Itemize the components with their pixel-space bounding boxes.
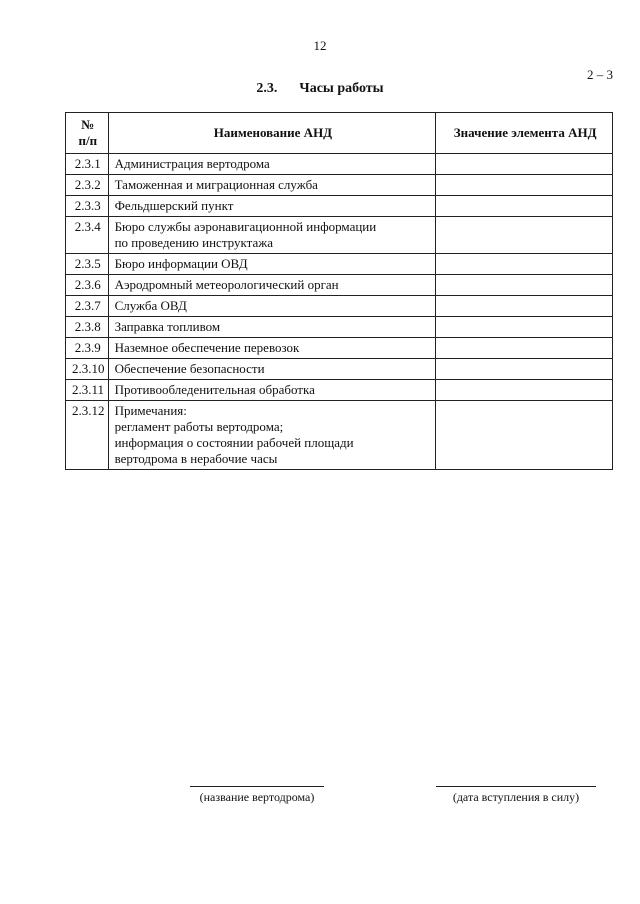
row-number: 2.3.5 [66,254,109,275]
table-row [66,175,613,196]
table-row [66,359,613,380]
row-value[interactable] [436,275,613,296]
table-row [66,217,613,254]
table-row [66,401,613,470]
header-num: № п/п [66,113,109,154]
row-value[interactable] [436,401,613,470]
row-name: Бюро информации ОВД [108,254,436,275]
row-number: 2.3.12 [66,401,109,470]
hours-table [65,112,613,470]
row-name: Противообледенительная обработка [108,380,436,401]
row-value[interactable] [436,380,613,401]
row-name: Заправка топливом [108,317,436,338]
row-value[interactable] [436,296,613,317]
table-row [66,196,613,217]
row-number: 2.3.11 [66,380,109,401]
table-row [66,317,613,338]
row-number: 2.3.4 [66,217,109,254]
section-title [0,81,640,97]
row-name: Таможенная и миграционная служба [108,175,436,196]
page-code: 2 – 3 [587,67,613,82]
row-name: Бюро службы аэронавигационной информации по проведению инструктажа [108,217,436,254]
table-row [66,275,613,296]
heliport-name-field [190,786,324,805]
row-name: Обеспечение безопасности [108,359,436,380]
row-number: 2.3.9 [66,338,109,359]
row-value[interactable] [436,359,613,380]
row-name: Примечания: регламент работы вертодрома; информация о состоянии рабочей площади вертодрома в нерабочие часы [108,401,436,470]
row-number: 2.3.1 [66,154,109,175]
header-name: Наименование АНД [108,113,436,154]
table-row [66,380,613,401]
row-name: Наземное обеспечение перевозок [108,338,436,359]
table-row [66,154,613,175]
header-value: Значение элемента АНД [436,113,613,154]
row-number: 2.3.8 [66,317,109,338]
row-value[interactable] [436,254,613,275]
table-header-row [66,113,613,154]
table-row [66,338,613,359]
effective-date-label: (дата вступления в силу) [452,790,580,804]
row-number: 2.3.3 [66,196,109,217]
row-number: 2.3.2 [66,175,109,196]
row-name: Служба ОВД [108,296,436,317]
row-name: Фельдшерский пункт [108,196,436,217]
section-number: 2.3. [256,81,278,96]
row-name: Администрация вертодрома [108,154,436,175]
row-name: Аэродромный метеорологический орган [108,275,436,296]
heliport-name-label: (название вертодрома) [199,790,315,804]
row-value[interactable] [436,196,613,217]
page-number: 12 [313,38,327,53]
effective-date-line[interactable] [436,786,596,787]
row-number: 2.3.10 [66,359,109,380]
row-value[interactable] [436,217,613,254]
row-value[interactable] [436,338,613,359]
row-value[interactable] [436,317,613,338]
row-number: 2.3.6 [66,275,109,296]
row-number: 2.3.7 [66,296,109,317]
section-title-text: Часы работы [299,81,384,96]
heliport-name-line[interactable] [190,786,324,787]
row-value[interactable] [436,154,613,175]
row-value[interactable] [436,175,613,196]
effective-date-field [436,786,596,805]
table-row [66,296,613,317]
table-row [66,254,613,275]
